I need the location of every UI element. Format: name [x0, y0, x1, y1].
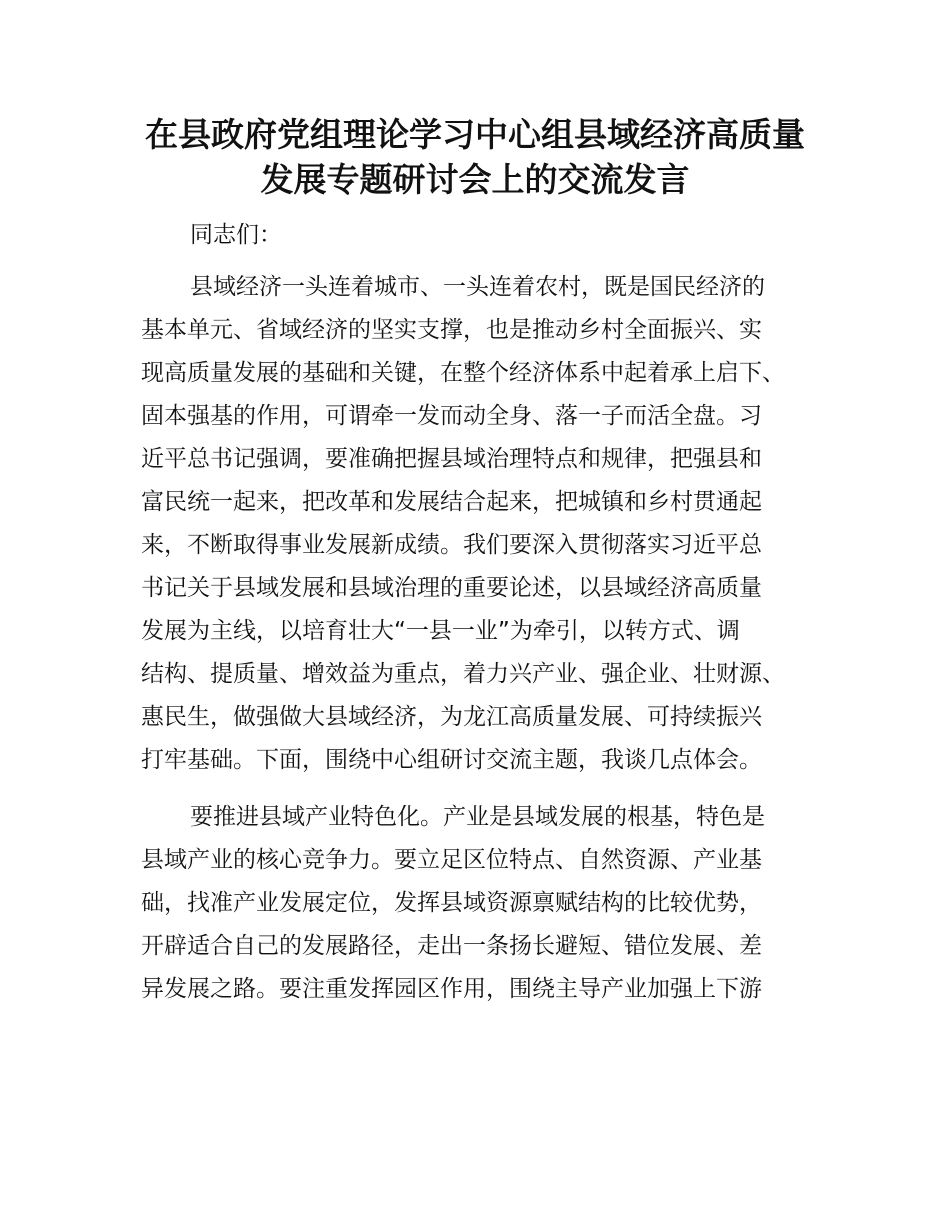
- paragraph-line: 开辟适合自己的发展路径，走出一条扬长避短、错位发展、差: [141, 933, 762, 959]
- paragraph-line: 来，不断取得事业发展新成绩。我们要深入贯彻落实习近平总: [141, 532, 762, 558]
- paragraph-line: 结构、提质量、增效益为重点，着力兴产业、强企业、壮财源、: [141, 661, 785, 687]
- paragraph-line: 书记关于县域发展和县域治理的重要论述，以县域经济高质量: [141, 575, 762, 601]
- paragraph-line: 固本强基的作用，可谓牵一发而动全身、落一子而活全盘。习: [141, 403, 762, 429]
- paragraph-line: 异发展之路。要注重发挥园区作用，围绕主导产业加强上下游: [141, 976, 762, 1002]
- paragraph-line: 富民统一起来，把改革和发展结合起来，把城镇和乡村贯通起: [141, 489, 762, 515]
- document-title-line-2: 发展专题研讨会上的交流发言: [260, 160, 690, 199]
- salutation: 同志们：: [190, 222, 282, 248]
- paragraph-line: 惠民生，做强做大县域经济，为龙江高质量发展、可持续振兴: [141, 704, 762, 730]
- paragraph-line: 县域经济一头连着城市、一头连着农村，既是国民经济的: [190, 274, 765, 300]
- paragraph-line: 现高质量发展的基础和关键，在整个经济体系中起着承上启下、: [141, 360, 785, 386]
- paragraph-line: 发展为主线，以培育壮大“一县一业”为牵引，以转方式、调: [141, 618, 740, 644]
- paragraph-line: 近平总书记强调，要准确把握县域治理特点和规律，把强县和: [141, 446, 762, 472]
- paragraph-line: 县域产业的核心竞争力。要立足区位特点、自然资源、产业基: [141, 847, 762, 873]
- paragraph-line: 基本单元、省域经济的坚实支撑，也是推动乡村全面振兴、实: [141, 317, 762, 343]
- document-title-line-1: 在县政府党组理论学习中心组县域经济高质量: [145, 115, 805, 154]
- paragraph-line: 打牢基础。下面，围绕中心组研讨交流主题，我谈几点体会。: [141, 747, 762, 773]
- paragraph-line: 要推进县域产业特色化。产业是县域发展的根基，特色是: [190, 804, 765, 830]
- paragraph-line: 础，找准产业发展定位，发挥县域资源禀赋结构的比较优势，: [141, 890, 762, 916]
